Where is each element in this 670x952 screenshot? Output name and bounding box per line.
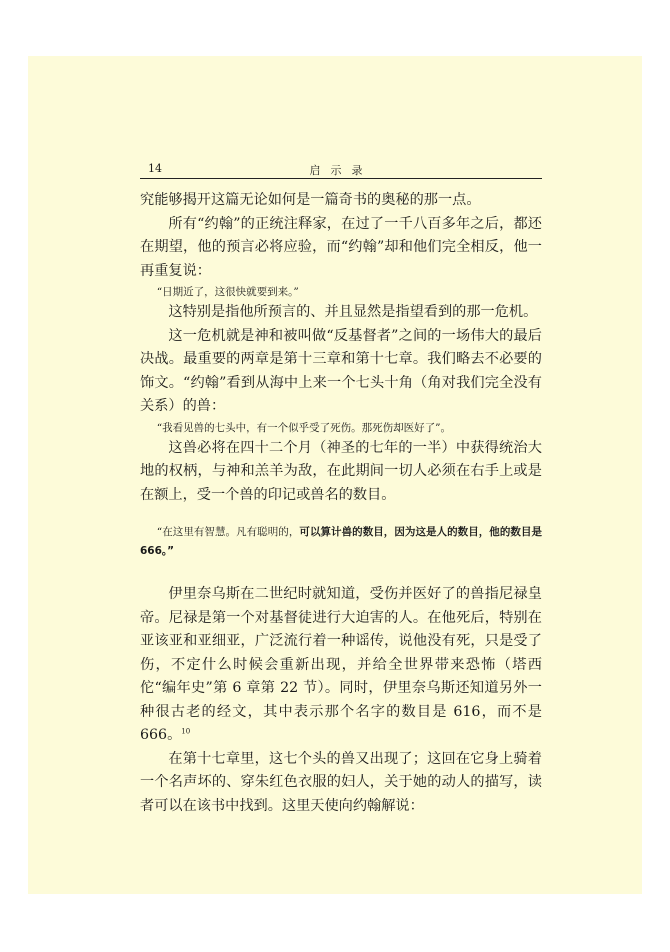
page-number: 14 [148, 162, 162, 175]
running-title: 启示录 [309, 164, 373, 177]
paragraph [140, 583, 542, 748]
block-quote: “我看见兽的七头中，有一个似乎受了死伤。那死伤却医好了”。 [156, 421, 452, 434]
block-quote: “日期近了，这很快就要到来。” [156, 286, 299, 298]
paragraph: 所有“约翰”的正统注释家，在过了一千八百多年之后，都还在期望，他的预言必将应验，而“约翰”却和他们完全相反，他一再重复说： [140, 215, 542, 279]
paragraph-continuation: 究能够揭开这篇无论如何是一篇奇书的奥秘的那一点。 [140, 192, 481, 208]
paragraph: 在第十七章里，这七个头的兽又出现了；这回在它身上骑着一个名声坏的、穿朱红色衣服的妇人，关于她的动人的描写，读者可以在该书中找到。这里天使向约翰解说： [140, 750, 542, 814]
paragraph: 这一危机就是神和被叫做“反基督者”之间的一场伟大的最后决战。最重要的两章是第十三章和第十七章。我们略去不必要的饰文。“约翰”看到从海中上来一个七头十角（角对我们完全没有关系）的兽： [140, 327, 542, 414]
page-header [140, 158, 542, 179]
block-quote-number [140, 523, 542, 561]
paragraph: 这特别是指他所预言的、并且显然是指望看到的那一危机。 [168, 304, 538, 320]
paragraph: 这兽必将在四十二个月（神圣的七年的一半）中获得统治大地的权柄，与神和羔羊为敌，在此期间一切人必须在右手上或是在额上，受一个兽的印记或兽名的数目。 [140, 439, 542, 503]
quote-text-plain: “在这里有智慧。凡有聪明的， [156, 526, 300, 538]
quote-text-bold: 可以算计兽的数目，因为这是人的数目，他的数目是 666。” [140, 526, 543, 557]
paragraph-text: 伊里奈乌斯在二世纪时就知道，受伤并医好了的兽指尼禄皇帝。尼禄是第一个对基督徒进行大迫害的人。在他死后，特别在亚该亚和亚细亚，广泛流行着一种谣传，说他没有死，只是受了伤，不定什么时候会重新出现，并给全世界带来恐怖（塔西佗“编年史”第 6 章第 22 节）。同时，伊里奈乌斯还知道另外一种很古老的经文，其中表示那个名字的数目是 616，而不是 666。 [140, 586, 542, 743]
page-body [140, 189, 542, 818]
footnote-marker: 10 [181, 727, 191, 736]
